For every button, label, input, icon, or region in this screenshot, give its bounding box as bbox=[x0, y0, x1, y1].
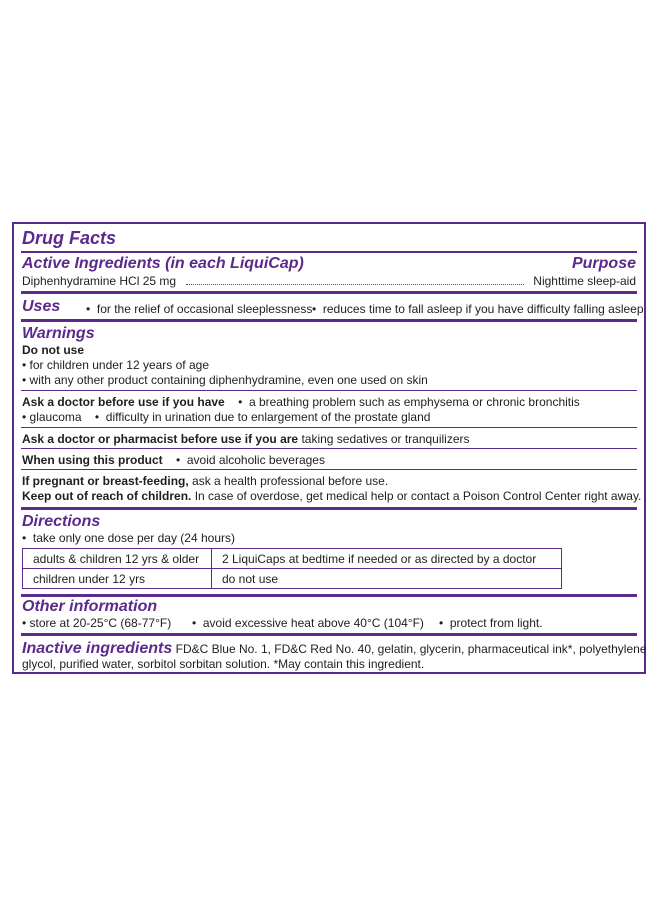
divider bbox=[21, 633, 637, 636]
uses-item: • for the relief of occasional sleeplessness bbox=[86, 302, 313, 316]
keep-out-line: Keep out of reach of children. In case of overdose, get medical help or contact a Poison Control Center right away. bbox=[22, 489, 642, 503]
uses-heading: Uses bbox=[22, 298, 61, 315]
active-ingredients-heading: Active Ingredients (in each LiquiCap) bbox=[22, 255, 304, 272]
directions-table bbox=[22, 548, 562, 589]
directions-intro: • take only one dose per day (24 hours) bbox=[22, 531, 235, 545]
purpose-heading: Purpose bbox=[571, 255, 636, 272]
divider bbox=[21, 469, 637, 470]
inactive-line-2: glycol, purified water, sorbitol sorbitan solution. *May contain this ingredient. bbox=[22, 657, 425, 671]
other-info-item: • avoid excessive heat above 40°C (104°F) bbox=[192, 616, 424, 630]
divider bbox=[21, 291, 637, 294]
ask-pharmacist-line: Ask a doctor or pharmacist before use if you are taking sedatives or tranquilizers bbox=[22, 432, 470, 446]
warning-item: • with any other product containing diphenhydramine, even one used on skin bbox=[22, 373, 428, 387]
table-cell: do not use bbox=[212, 569, 562, 589]
dot-leader bbox=[186, 276, 524, 285]
directions-heading: Directions bbox=[22, 513, 101, 530]
table-cell: children under 12 yrs bbox=[23, 569, 212, 589]
uses-item: • reduces time to fall asleep if you have difficulty falling asleep bbox=[312, 302, 644, 316]
divider bbox=[21, 427, 637, 428]
drug-facts-panel bbox=[12, 222, 646, 674]
warning-item: • for children under 12 years of age bbox=[22, 358, 209, 372]
other-info-item: • protect from light. bbox=[439, 616, 543, 630]
when-using-line: When using this product • avoid alcoholic beverages bbox=[22, 453, 325, 467]
inactive-heading: Inactive ingredients bbox=[22, 640, 173, 657]
table-row bbox=[23, 569, 562, 589]
divider bbox=[21, 448, 637, 449]
divider bbox=[21, 319, 637, 322]
warnings-heading: Warnings bbox=[22, 325, 95, 342]
ask-doctor-line: Ask a doctor before use if you have • a breathing problem such as emphysema or chronic bronchitis bbox=[22, 395, 580, 409]
other-info-heading: Other information bbox=[22, 598, 158, 615]
table-cell: 2 LiquiCaps at bedtime if needed or as directed by a doctor bbox=[212, 549, 562, 569]
table-row bbox=[23, 549, 562, 569]
ask-doctor-line: • glaucoma • difficulty in urination due to enlargement of the prostate gland bbox=[22, 410, 431, 424]
divider bbox=[21, 507, 637, 510]
purpose-value: Nighttime sleep-aid bbox=[533, 274, 636, 288]
active-ingredient: Diphenhydramine HCl 25 mg bbox=[22, 274, 177, 288]
pregnant-line: If pregnant or breast-feeding, ask a health professional before use. bbox=[22, 474, 389, 488]
do-not-use-label: Do not use bbox=[22, 343, 84, 357]
inactive-line: Inactive ingredients FD&C Blue No. 1, FD&C Red No. 40, gelatin, glycerin, pharmaceutical ink*, polyethylene bbox=[22, 640, 647, 657]
other-info-item: • store at 20-25°C (68-77°F) bbox=[22, 616, 172, 630]
drug-facts-title: Drug Facts bbox=[22, 228, 117, 248]
table-cell: adults & children 12 yrs & older bbox=[23, 549, 212, 569]
divider bbox=[21, 390, 637, 391]
divider bbox=[21, 251, 637, 253]
